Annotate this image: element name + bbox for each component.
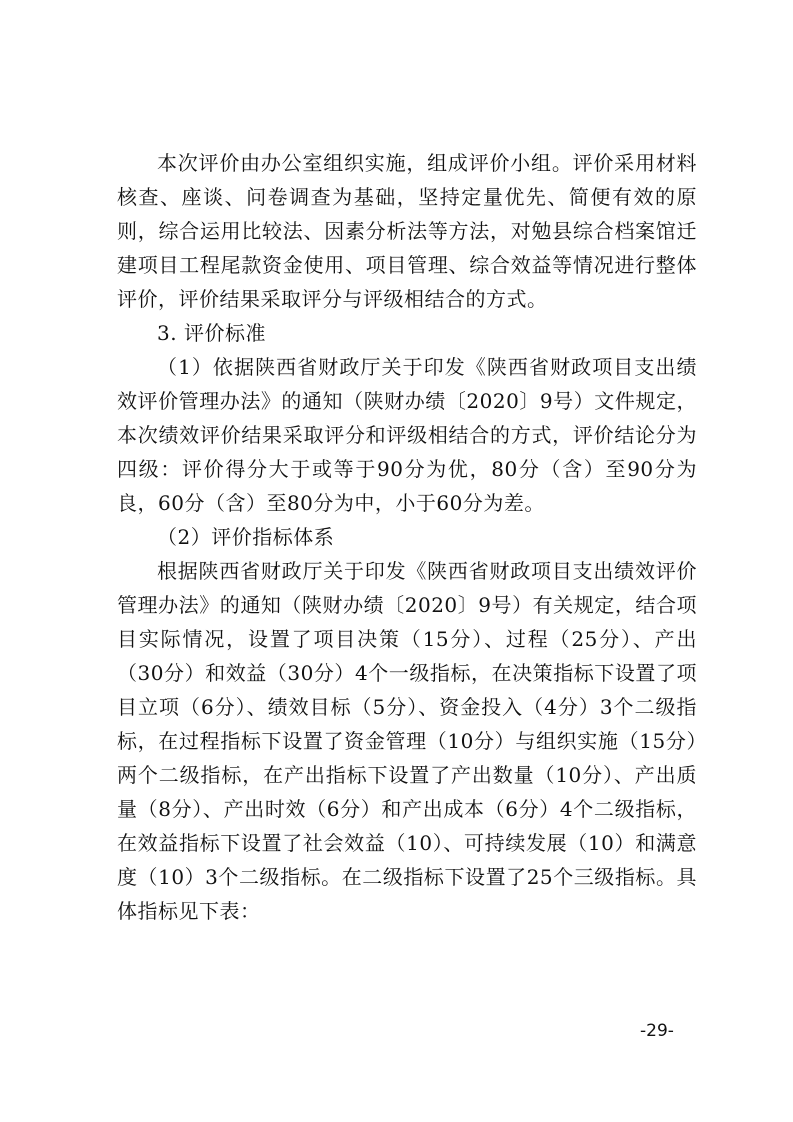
section-heading-evaluation-standard: 3. 评价标准 <box>157 321 266 345</box>
paragraph-indicator-system: 根据陕西省财政厅关于印发《陕西省财政项目支出绩效评价管理办法》的通知（陕财办绩〔2020〕9号）有关规定，结合项目实际情况，设置了项目决策（15分）、过程（25分）、产出（30分）和效益（30分）4个一级指标，在决策指标下设置了项目立项（6分）、绩效目标（5分）、资金投入（4分）3个二级指标，在过程指标下设置了资金管理（10分）与组织实施（15分）两个二级指标，在产出指标下设置了产出数量（10分）、产出质量（8分）、产出时效（6分）和产出成本（6分）4个二级指标，在效益指标下设置了社会效益（10）、可持续发展（10）和满意度（10）3个二级指标。在二级指标下设置了25个三级指标。具体指标见下表： <box>117 559 697 923</box>
subheading-indicator-system: （2）评价指标体系 <box>157 525 335 549</box>
paragraph-evaluation-method: 本次评价由办公室组织实施，组成评价小组。评价采用材料核查、座谈、问卷调查为基础，坚持定量优先、简便有效的原则，综合运用比较法、因素分析法等方法，对勉县综合档案馆迁建项目工程尾款资金使用、项目管理、综合效益等情况进行整体评价，评价结果采取评分与评级相结合的方式。 <box>117 151 697 311</box>
page-number: -29- <box>640 1021 674 1041</box>
document-body <box>117 146 697 928</box>
paragraph-evaluation-basis: （1）依据陕西省财政厅关于印发《陕西省财政项目支出绩效评价管理办法》的通知（陕财办绩〔2020〕9号）文件规定，本次绩效评价结果采取评分和评级相结合的方式，评价结论分为四级：评价得分大于或等于90分为优，80分（含）至90分为良，60分（含）至80分为中，小于60分为差。 <box>117 355 697 515</box>
